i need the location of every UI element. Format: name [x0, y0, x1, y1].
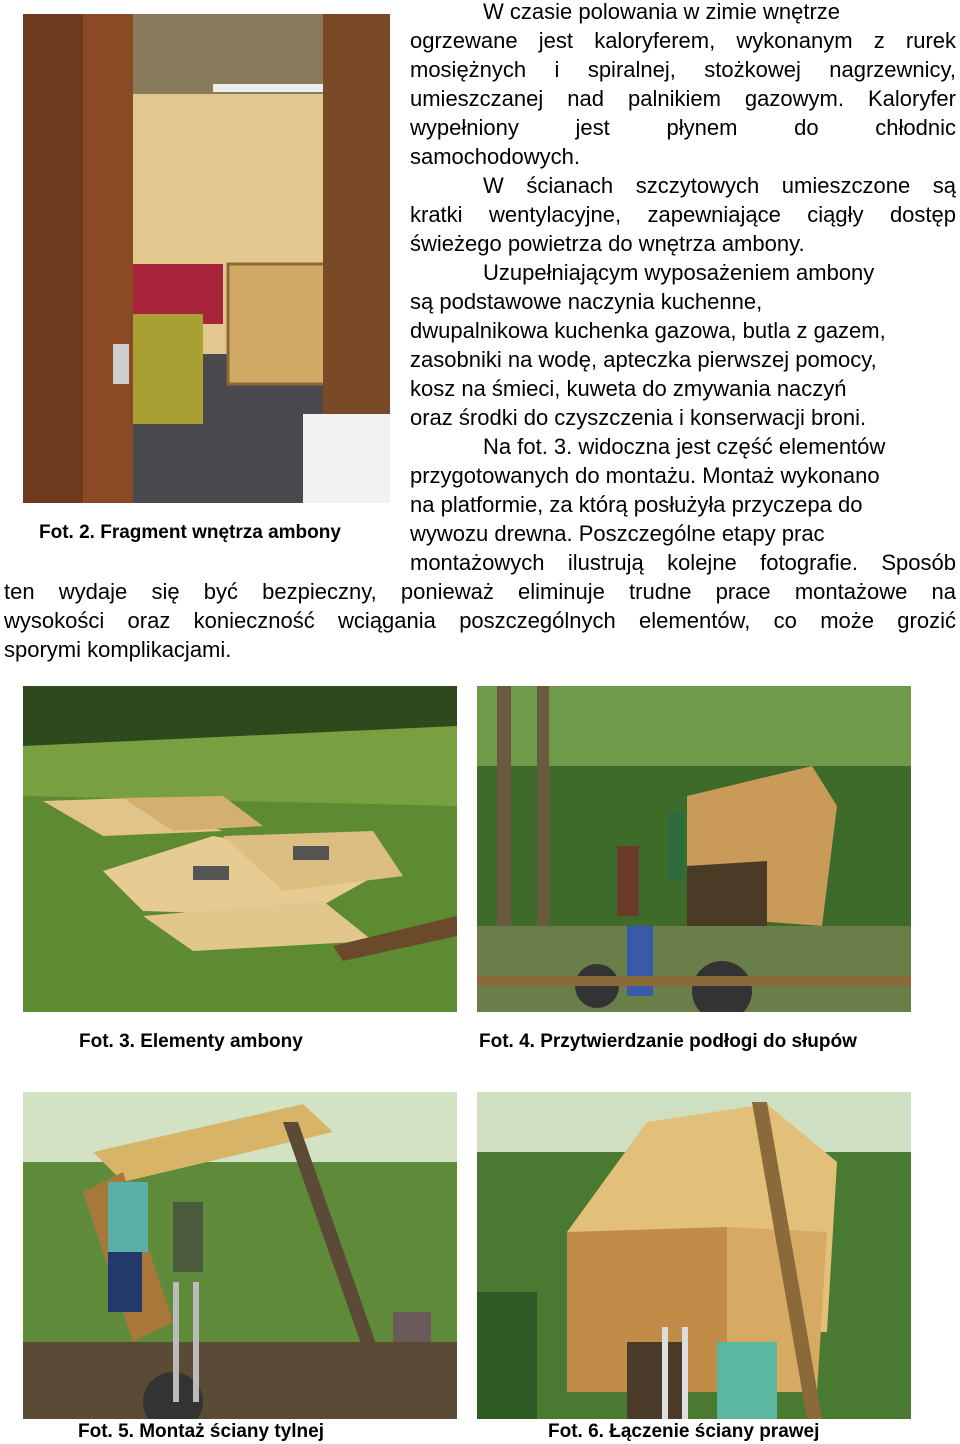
paragraph-line: są podstawowe naczynia kuchenne, — [410, 289, 763, 314]
paragraph-line: Uzupełniającym wyposażeniem ambony — [483, 260, 875, 285]
photo-rear-wall — [23, 1092, 457, 1419]
photo-right-wall-caption: Fot. 6. Łączenie ściany prawej — [548, 1421, 820, 1442]
paragraph-line: montażowych ilustrują kolejne fotografie. Sposób — [410, 550, 956, 575]
paragraph-line: świeżego powietrza do wnętrza ambony. — [410, 231, 805, 256]
paragraph-line: dwupalnikowa kuchenka gazowa, butla z gazem, — [410, 318, 886, 343]
paragraph-line: zasobniki na wodę, apteczka pierwszej pomocy, — [410, 347, 877, 372]
paragraph-line: samochodowych. — [410, 144, 580, 169]
photo-rear-wall-caption: Fot. 5. Montaż ściany tylnej — [78, 1421, 324, 1442]
paragraph-line: sporymi komplikacjami. — [4, 637, 232, 662]
photo-interior — [23, 14, 390, 503]
photo-elements-caption: Fot. 3. Elementy ambony — [79, 1031, 303, 1052]
paragraph-line: Na fot. 3. widoczna jest część elementów — [483, 434, 886, 459]
paragraph-line: W czasie polowania w zimie wnętrze — [483, 0, 841, 24]
photo-elements — [23, 686, 457, 1012]
paragraph-line: W ścianach szczytowych umieszczone są — [483, 173, 956, 198]
paragraph-line: ten wydaje się być bezpieczny, ponieważ eliminuje trudne prace montażowe na — [4, 579, 956, 604]
photo-interior-caption: Fot. 2. Fragment wnętrza ambony — [39, 522, 341, 543]
paragraph-line: wysokości oraz konieczność wciągania poszczególnych elementów, co może grozić — [4, 608, 956, 633]
photo-floor-mounting — [477, 686, 911, 1012]
photo-right-wall — [477, 1092, 911, 1419]
paragraph-line: oraz środki do czyszczenia i konserwacji broni. — [410, 405, 867, 430]
photo-floor-mounting-caption: Fot. 4. Przytwierdzanie podłogi do słupów — [479, 1031, 857, 1052]
paragraph-line: mosiężnych i spiralnej, stożkowej nagrzewnicy, — [410, 57, 956, 82]
paragraph-line: przygotowanych do montażu. Montaż wykonano — [410, 463, 880, 488]
paragraph-line: kosz na śmieci, kuweta do zmywania naczyń — [410, 376, 847, 401]
paragraph-line: umieszczanej nad palnikiem gazowym. Kaloryfer — [410, 86, 956, 111]
paragraph-line: na platformie, za którą posłużyła przyczepa do — [410, 492, 863, 517]
paragraph-line: wypełniony jest płynem do chłodnic — [410, 115, 956, 140]
paragraph-line: kratki wentylacyjne, zapewniające ciągły dostęp — [410, 202, 956, 227]
paragraph-line: ogrzewane jest kaloryferem, wykonanym z rurek — [410, 28, 956, 53]
paragraph-line: wywozu drewna. Poszczególne etapy prac — [410, 521, 825, 546]
